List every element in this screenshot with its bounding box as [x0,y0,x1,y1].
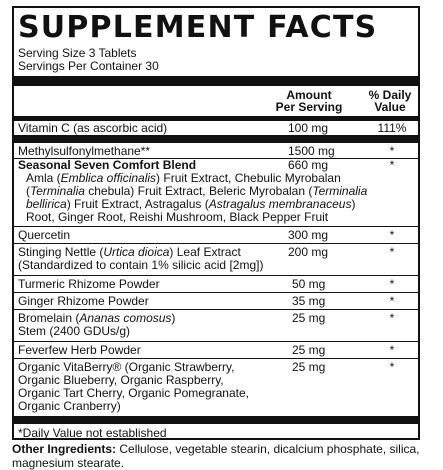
row-blend-name: Seasonal Seven Comfort Blend [18,158,197,172]
row-vitaberry-line: Organic VitaBerry® (Organic Strawberry, [18,360,235,374]
row-divider [14,358,418,359]
row-divider [14,341,418,342]
row-ginger-dv: * [389,294,395,308]
servings-per-container: Servings Per Container 30 [18,59,159,73]
row-msm-name: Methylsulfonylmethane** [18,144,151,158]
blend-ingredients-line: bellirica) Fruit Extract, Astragalus (Astragalus membranaceus) [26,197,356,211]
row-bromelain-stem: Stem (2400 GDUs/g) [18,324,131,338]
row-nettle-standardization: (Standardized to contain 1% silicic acid [2mg]) [18,258,264,272]
row-turmeric-name: Turmeric Rhizome Powder [18,277,160,291]
row-feverfew-dv: * [389,343,395,357]
row-blend-amount: 660 mg [288,158,329,172]
other-ingredients-label: Other Ingredients: [12,442,117,456]
row-blend-dv: * [389,158,395,172]
row-vitaberry-line: Organic Blueberry, Organic Raspberry, [18,373,224,387]
row-divider [14,226,418,227]
thick-divider [14,416,418,424]
row-vitaberry-amount: 25 mg [292,360,326,374]
row-divider [14,275,418,276]
amount-header: Amount Per Serving [275,88,343,114]
row-bromelain-name: Bromelain (Ananas comosus) [18,311,176,325]
row-quercetin-amount: 300 mg [288,228,329,242]
row-divider [14,309,418,310]
row-msm-amount: 1500 mg [288,144,335,158]
footnote: *Daily Value not established [18,426,167,440]
panel-title: SUPPLEMENT FACTS [18,10,378,45]
row-feverfew-amount: 25 mg [292,343,326,357]
daily-value-header: % Daily Value [368,88,412,114]
row-nettle-amount: 200 mg [288,245,329,259]
row-bromelain-dv: * [389,311,395,325]
row-nettle-dv: * [389,245,395,259]
row-ginger-name: Ginger Rhizome Powder [18,294,149,308]
blend-ingredients-line: Root, Ginger Root, Reishi Mushroom, Black Pepper Fruit [26,210,329,224]
row-vitaberry-line: Organic Tart Cherry, Organic Pomegranate, [18,386,249,400]
row-vitamin-c-amount: 100 mg [288,121,329,135]
row-turmeric-dv: * [389,277,395,291]
row-ginger-amount: 35 mg [292,294,326,308]
row-vitamin-c-dv: 111% [377,121,407,135]
row-divider [14,243,418,244]
row-feverfew-name: Feverfew Herb Powder [18,343,141,357]
row-nettle-name: Stinging Nettle (Urtica dioica) Leaf Extract [18,245,241,259]
row-quercetin-dv: * [389,228,395,242]
other-ingredients-text: Cellulose, vegetable stearin, dicalcium phosphate, silica, magnesium stearate. [12,442,420,470]
row-quercetin-name: Quercetin [18,228,71,242]
other-ingredients [12,442,440,470]
row-divider [14,292,418,293]
supplement-facts-panel [12,6,420,440]
thick-divider [14,76,418,86]
row-bromelain-amount: 25 mg [292,311,326,325]
serving-size: Serving Size 3 Tablets [18,46,137,60]
blend-ingredients-line: Amla (Emblica officinalis) Fruit Extract, Chebulic Myrobalan [26,171,341,185]
row-vitamin-c-name: Vitamin C (as ascorbic acid) [18,121,168,135]
row-msm-dv: * [389,144,395,158]
row-turmeric-amount: 50 mg [292,277,326,291]
thick-divider [14,135,418,143]
blend-ingredients-line: (Terminalia chebula) Fruit Extract, Beleric Myrobalan (Terminalia [26,184,368,198]
row-vitaberry-line: Organic Cranberry) [18,399,121,413]
row-vitaberry-dv: * [389,360,395,374]
